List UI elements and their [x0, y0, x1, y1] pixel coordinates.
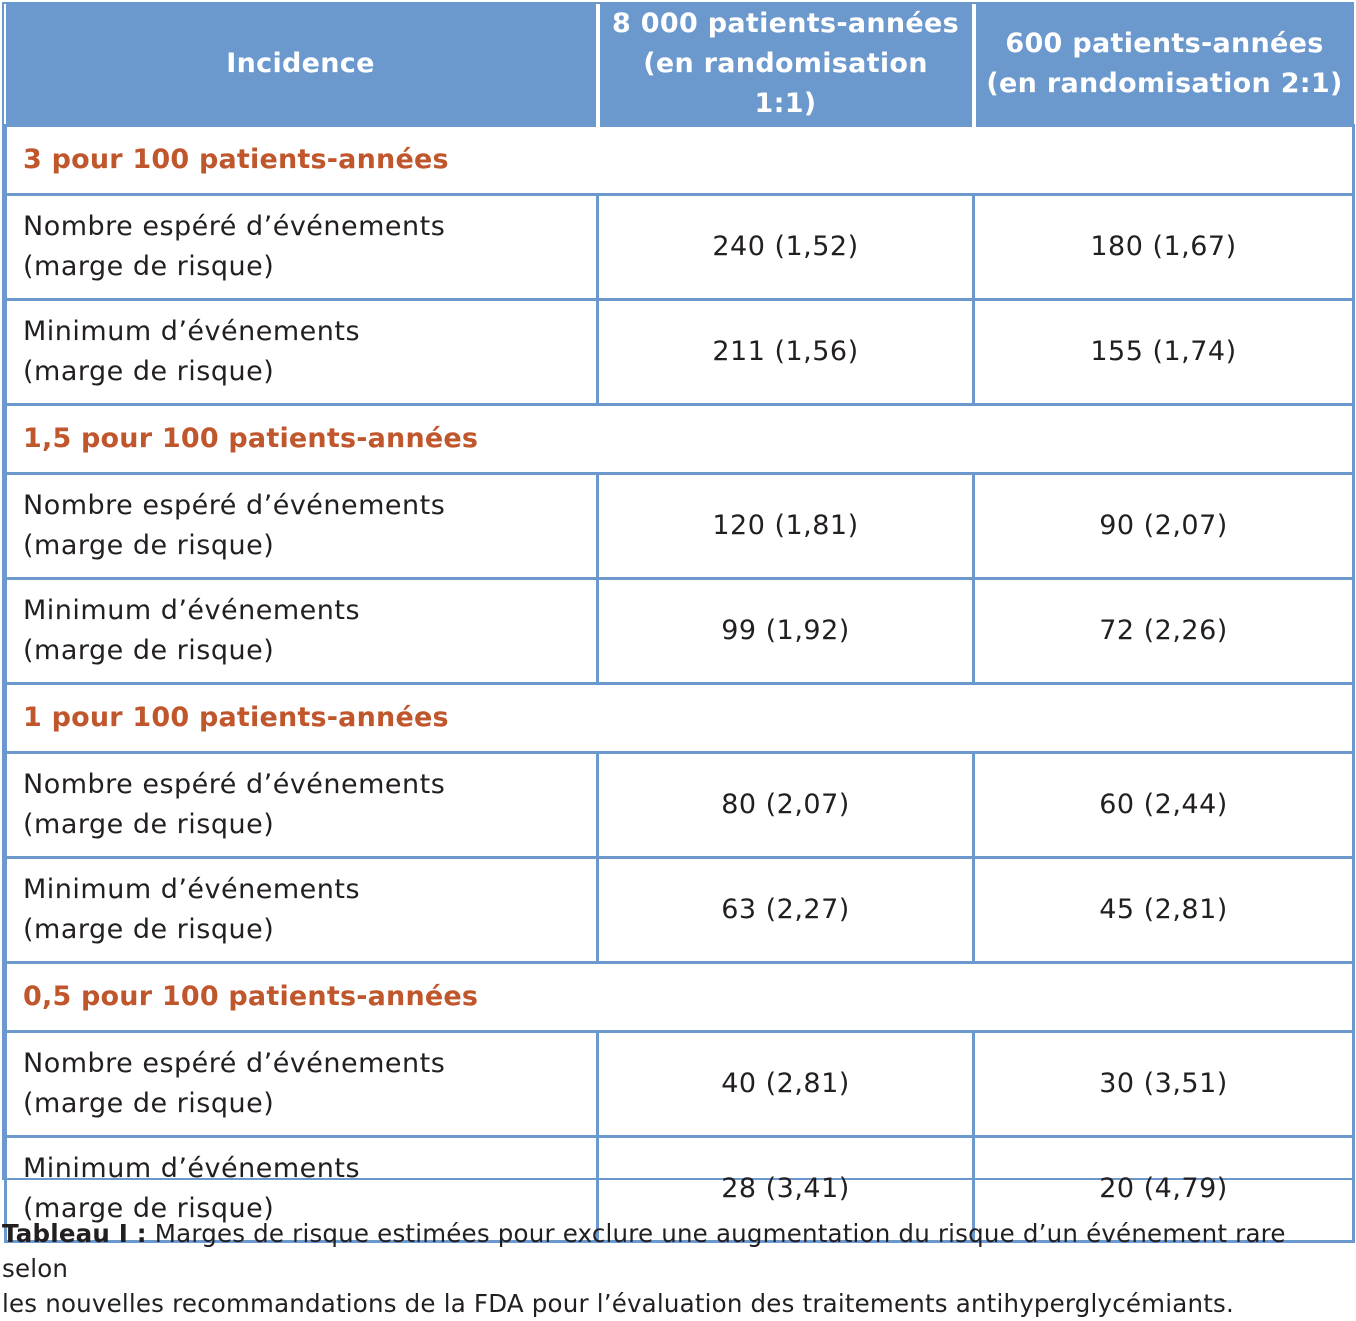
- row-label: [6, 858, 598, 963]
- group-row: [6, 684, 1354, 753]
- row-label-line1: Nombre espéré d’événements: [23, 490, 446, 521]
- header-8000-line1: 8 000 patients-années: [611, 8, 960, 39]
- row-label-line1: Minimum d’événements: [23, 1153, 361, 1184]
- row-label-line2: (marge de risque): [23, 1193, 275, 1224]
- row-label: [6, 195, 598, 300]
- table-row: [6, 579, 1354, 684]
- cell-600: 45 (2,81): [974, 858, 1354, 963]
- cell-600: 90 (2,07): [974, 474, 1354, 579]
- cell-8000: 40 (2,81): [598, 1032, 974, 1137]
- group-row: [6, 405, 1354, 474]
- group-title: 1,5 pour 100 patients-années: [6, 405, 1354, 474]
- row-label-line2: (marge de risque): [23, 530, 275, 561]
- table-row: [6, 474, 1354, 579]
- row-label: [6, 300, 598, 405]
- row-label-line1: Nombre espéré d’événements: [23, 1048, 446, 1079]
- cell-8000: 80 (2,07): [598, 753, 974, 858]
- cell-600: 155 (1,74): [974, 300, 1354, 405]
- table-row: [6, 1032, 1354, 1137]
- header-incidence: Incidence: [6, 4, 598, 126]
- table: [4, 4, 1355, 1243]
- cell-8000: 211 (1,56): [598, 300, 974, 405]
- group-row: [6, 126, 1354, 195]
- cell-8000: 240 (1,52): [598, 195, 974, 300]
- cell-8000: 28 (3,41): [598, 1137, 974, 1242]
- cell-8000: 63 (2,27): [598, 858, 974, 963]
- header-8000-line2: (en randomisation 1:1): [643, 48, 928, 119]
- row-label-line2: (marge de risque): [23, 1088, 275, 1119]
- caption-text-line2: les nouvelles recommandations de la FDA pour l’évaluation des traitements antihyperglycémiants.: [2, 1289, 1234, 1318]
- risk-margin-table: [2, 2, 1354, 1224]
- cell-600: 60 (2,44): [974, 753, 1354, 858]
- row-label: [6, 753, 598, 858]
- caption-text-line1: Marges de risque estimées pour exclure une augmentation du risque d’un événement rare selon: [2, 1219, 1286, 1283]
- table-row: [6, 300, 1354, 405]
- table-header-row: [6, 4, 1354, 126]
- row-label-line2: (marge de risque): [23, 809, 275, 840]
- row-label-line1: Nombre espéré d’événements: [23, 769, 446, 800]
- row-label-line1: Minimum d’événements: [23, 874, 361, 905]
- caption-line1: [2, 1216, 1354, 1286]
- caption-label: Tableau I :: [2, 1219, 147, 1248]
- table-row: [6, 753, 1354, 858]
- row-label-line2: (marge de risque): [23, 635, 275, 666]
- row-label-line1: Minimum d’événements: [23, 595, 361, 626]
- row-label-line1: Minimum d’événements: [23, 316, 361, 347]
- row-label-line2: (marge de risque): [23, 914, 275, 945]
- cell-600: 20 (4,79): [974, 1137, 1354, 1242]
- group-title: 1 pour 100 patients-années: [6, 684, 1354, 753]
- row-label: [6, 1032, 598, 1137]
- table-row: [6, 858, 1354, 963]
- header-600-line2: (en randomisation 2:1): [986, 68, 1343, 99]
- cell-600: 30 (3,51): [974, 1032, 1354, 1137]
- row-label-line2: (marge de risque): [23, 251, 275, 282]
- header-600-line1: 600 patients-années: [1005, 28, 1324, 59]
- cell-600: 72 (2,26): [974, 579, 1354, 684]
- header-600-patient-years: [974, 4, 1354, 126]
- row-label: [6, 579, 598, 684]
- cell-8000: 120 (1,81): [598, 474, 974, 579]
- group-row: [6, 963, 1354, 1032]
- table-row: [6, 195, 1354, 300]
- cell-600: 180 (1,67): [974, 195, 1354, 300]
- table-caption: [2, 1216, 1354, 1321]
- group-title: 3 pour 100 patients-années: [6, 126, 1354, 195]
- group-title: 0,5 pour 100 patients-années: [6, 963, 1354, 1032]
- cell-8000: 99 (1,92): [598, 579, 974, 684]
- row-label-line2: (marge de risque): [23, 356, 275, 387]
- header-8000-patient-years: [598, 4, 974, 126]
- row-label-line1: Nombre espéré d’événements: [23, 211, 446, 242]
- row-label: [6, 474, 598, 579]
